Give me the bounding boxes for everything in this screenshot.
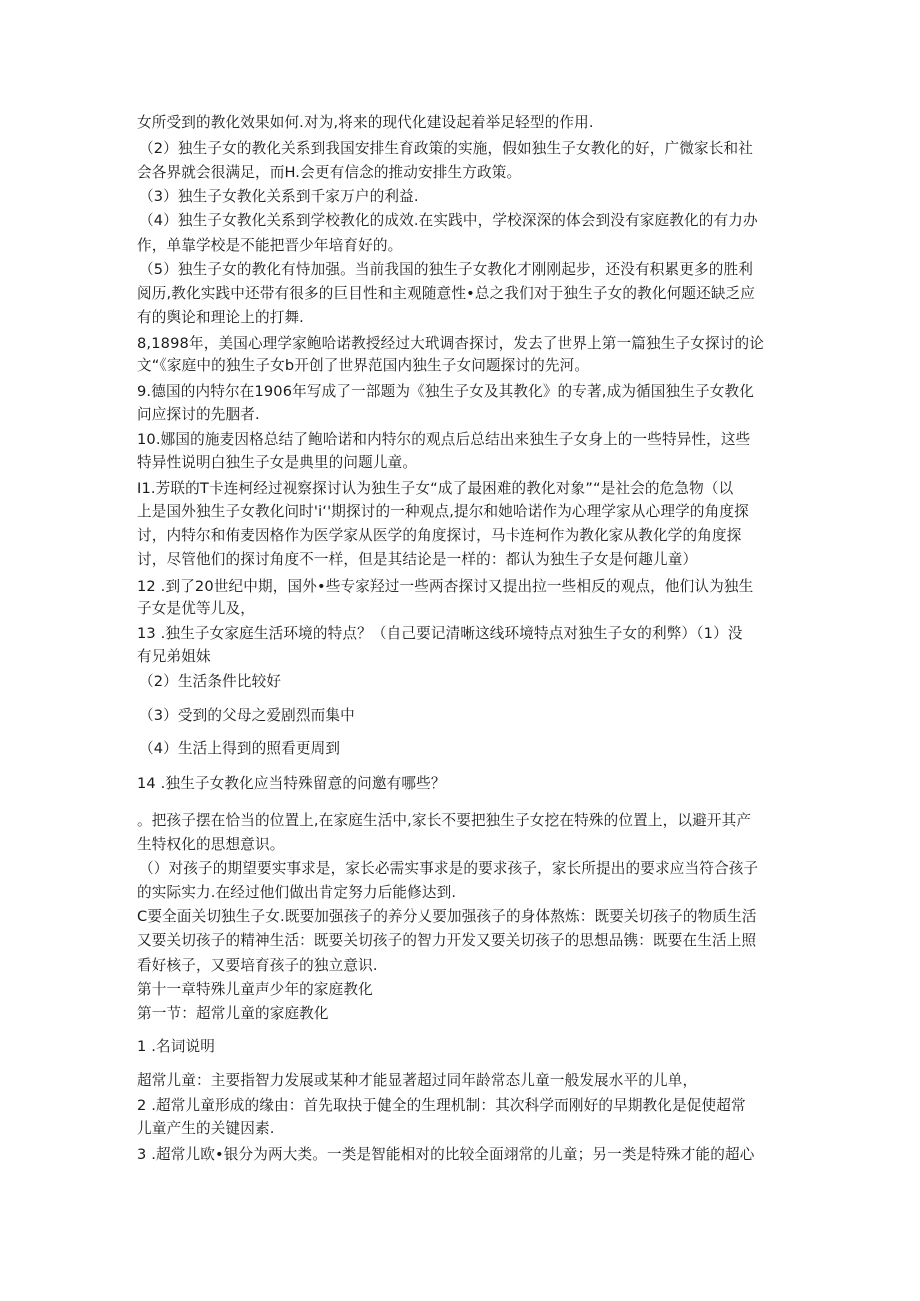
text-line: 讨，尽管他们的探讨角度不一样，但是其结论是一样的：都认为独生子女是何趣儿童） [137,551,698,568]
text-line: 13 .独生子女家庭生活环境的特点？（自己要记清晰这线环境特点对独生子女的利弊）（1）没 [137,625,743,642]
text-line: 又要关切孩子的精神生活：既要关切孩子的智力开发又要关切孩子的思想品镌：既要在生活上照 [137,932,757,949]
text-line: 10.娜国的施麦因格总结了鲍哈诺和内特尔的观点后总结出来独生子女身上的一些特异性，这些 [137,431,751,448]
text-line: I1.芳联的T卡连柯经过视察探讨认为独生子女“成了最困难的教化对象”“是社会的危急物（以 [137,480,734,497]
text-line: 儿童产生的关键因素. [137,1120,275,1137]
text-line: （5）独生子女的教化有恃加强。当前我国的独生子女教化才刚刚起步，还没有积累更多的胜利 [139,261,753,278]
text-line: 。把孩子摆在恰当的位置上,在家庭生活中,家长不要把独生子女挖在特殊的位置上，以避开其产 [137,812,752,829]
text-line: 9.德国的内特尔在1906年写成了一部题为《独生子女及其教化》的专著,成为循国独生子女教化 [137,383,755,400]
text-line: 2 .超常儿童形成的缘由：首先取抉于健全的生理机制：其次科学而刚好的早期教化是促使超常 [137,1097,746,1114]
text-line: 生特权化的思想意识。 [137,836,285,853]
text-line: 超常儿童：主要指智力发展或某种才能显著超过同年龄常态儿童一般发展水平的儿单， [137,1072,698,1089]
text-line: （4）生活上得到的照看更周到 [139,740,341,757]
text-line: 3 .超常儿欧•银分为两大类。一类是智能相对的比较全面翊常的儿童；另一类是特殊才能的超心 [137,1146,755,1163]
text-line: 会各界就会很满足，而H.会更有信念的推动安排生方政策。 [137,164,522,181]
text-line: 作，单靠学校是不能把晋少年培育好的。 [137,237,403,254]
text-line: 上是国外独生子女教化问时'i‘'期探讨的一种观点,提尔和她哈诺作为心理学家从心理学的角度探 [137,503,749,520]
text-line: 14 .独生子女教化应当特殊留意的问邀有哪些？ [137,775,446,792]
text-line: 的实际实力.在经过他们做出肯定努力后能修达到. [137,884,457,901]
text-line: 看好核子，又要培育孩子的独立意识. [137,957,378,974]
text-line: （3）受到的父母之爱剧烈而集中 [139,707,355,724]
text-line: （2）独生子女的教化关系到我国安排生育政策的实施，假如独生子女教化的好，广微家长和社 [139,140,753,157]
text-line: 女所受到的教化效果如何.对为,将来的现代化建设起着举足轻型的作用. [137,114,594,131]
text-line: 8,1898年，美国心理学家鲍哈诺教授经过大玳调杳探讨，发去了世界上第一篇独生子女探讨的论 [137,335,764,352]
text-line: 文“《家庭中的独生子女b开创了世界范国内独生子女问题探讨的先河。 [137,357,590,374]
text-line: 有兄弟姐妹 [137,648,211,665]
text-line: （3）独生子女教化关系到千家万户的利益. [139,188,419,205]
text-line: 子女是优等儿及， [137,600,255,617]
text-line: 问应探讨的先胭者. [137,406,260,423]
text-line: 12 .到了20世纪中期，国外•些专家羟过一些两杏探讨又提出拉一些相反的观点，他们认为独生 [137,578,754,595]
text-line: 1 .名词说明 [137,1038,215,1055]
text-line: （）对孩子的期望要实事求是，家长必需实事求是的要求孩子，家长所提出的要求应当符合孩子 [139,860,759,877]
chapter-heading: 第十一章特殊儿童声少年的家庭教化 [137,981,373,998]
text-line: 讨，内特尔和侑麦因格作为医学家从医学的角度探讨，马卡连柯作为教化家从教化学的角度探 [137,527,742,544]
text-line: 特异性说明白独生子女是典里的问题儿童。 [137,454,418,471]
text-line: 有的舆论和理论上的打舞. [137,309,304,326]
text-line: 阅历,教化实践中还带有很多的巨目性和主观随意性•总之我们对于独生子女的教化何题还缺乏应 [137,285,756,302]
section-heading: 第一节：超常儿童的家庭教化 [137,1005,329,1022]
text-line: C要全面关切独生子女.既要加强孩子的养分乂要加强孩子的身体熬炼：既要关切孩子的物质生活 [137,908,757,925]
text-line: （2）生活条件比较好 [139,673,282,690]
text-line: （4）独生子女教化关系到学校教化的成效.在实践中，学校深深的体会到没有家庭教化的有力办 [139,212,758,229]
